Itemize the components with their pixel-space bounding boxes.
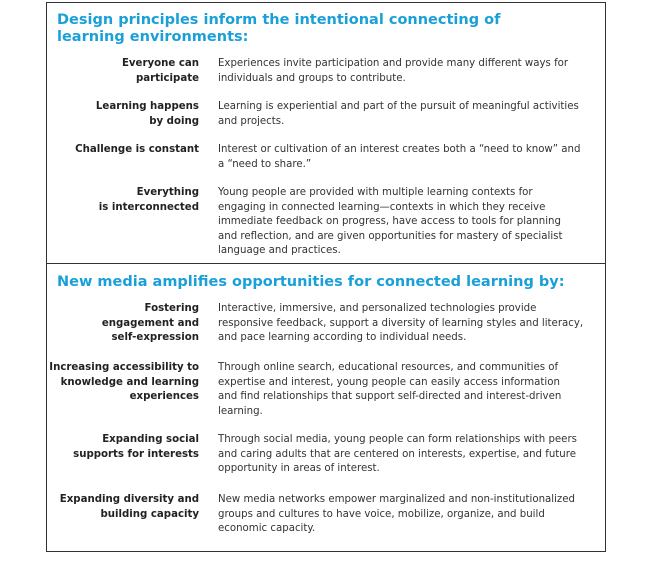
opportunity-description: Through social media, young people can form relationships with peers and caring adults that are centered on interests, expertise, and future opportunity in areas of interest. <box>218 434 577 475</box>
opportunity-description: Through online search, educational resources, and communities of expertise and interest, young people can easily access information and find relationships that support self-directed and interest-driven learning. <box>218 362 562 417</box>
principle-term: Learning happens by doing <box>95 101 199 127</box>
opportunity-term: Fostering engagement and self-expression <box>101 303 199 344</box>
opportunity-term: Expanding social supports for interests <box>73 434 199 460</box>
principle-term: Challenge is constant <box>75 144 199 155</box>
principle-description: Young people are provided with multiple learning contexts for engaging in connected learning—contexts in which they receive immediate feedback on progress, have access to tools for planning and reflection, and are given opportunities for mastery of specialist language and practices. <box>218 187 563 257</box>
opportunity-term: Expanding diversity and building capacity <box>59 494 199 520</box>
principle-term: Everything is interconnected <box>98 187 199 213</box>
design-principles-section <box>47 3 605 263</box>
heading-line: learning environments: <box>57 29 249 45</box>
principle-description: Interest or cultivation of an interest creates both a “need to know” and a “need to share.” <box>218 144 581 170</box>
principles-table <box>46 2 606 552</box>
principle-description: Experiences invite participation and provide many different ways for individuals and groups to contribute. <box>218 58 569 84</box>
opportunity-description: New media networks empower marginalized and non-institutionalized groups and cultures to have voice, mobilize, organize, and build economic capacity. <box>218 494 576 535</box>
opportunity-description: Interactive, immersive, and personalized technologies provide responsive feedback, support a diversity of learning styles and literacy, and pace learning according to individual needs. <box>218 303 584 344</box>
principle-term: Everyone can participate <box>121 58 199 84</box>
opportunity-term: Increasing accessibility to knowledge and learning experiences <box>49 362 199 403</box>
new-media-section <box>47 263 605 551</box>
heading-line: Design principles inform the intentional connecting of <box>57 12 501 28</box>
heading-line: New media amplifies opportunities for connected learning by: <box>57 274 565 290</box>
new-media-heading <box>57 274 565 291</box>
design-principles-heading <box>57 12 500 46</box>
principle-description: Learning is experiential and part of the pursuit of meaningful activities and projects. <box>218 101 579 127</box>
